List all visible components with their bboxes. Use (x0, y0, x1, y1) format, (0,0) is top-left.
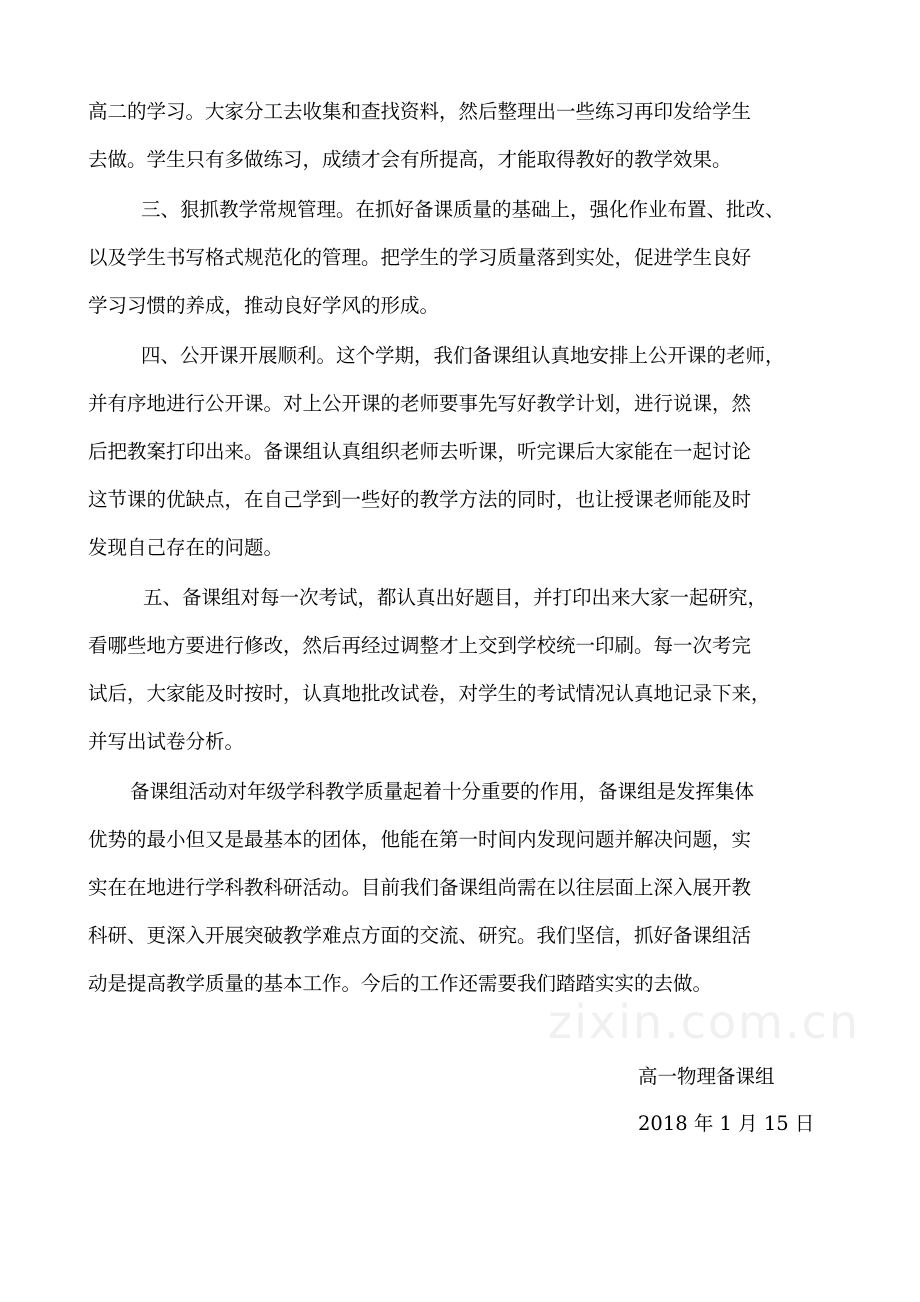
watermark-text: zixin.com.cn (548, 995, 861, 1049)
paragraph-line: 并写出试卷分析。 (88, 730, 245, 753)
signature-group: 高一物理备课组 (638, 1065, 775, 1088)
paragraph-line: 去做。学生只有多做练习，成绩才会有所提高，才能取得教好的教学效果。 (88, 148, 732, 171)
paragraph-line: 四、公开课开展顺利。这个学期，我们备课组认真地安排上公开课的老师， (141, 344, 785, 367)
paragraph-line: 实在在地进行学科教科研活动。目前我们备课组尚需在以往层面上深入展开教 (88, 876, 752, 899)
paragraph-line: 试后，大家能及时按时，认真地批改试卷，对学生的考试情况认真地记录下来， (88, 682, 771, 705)
paragraph-line: 并有序地进行公开课。对上公开课的老师要事先写好教学计划，进行说课，然 (88, 392, 752, 415)
paragraph-line: 科研、更深入开展突破教学难点方面的交流、研究。我们坚信，抓好备课组活 (88, 924, 752, 947)
signature-date: 2018 年 1 月 15 日 (638, 1112, 815, 1135)
paragraph-line: 动是提高教学质量的基本工作。今后的工作还需要我们踏踏实实的去做。 (88, 972, 713, 995)
paragraph-line: 发现自己存在的问题。 (88, 536, 284, 559)
paragraph-line: 优势的最小但又是最基本的团体，他能在第一时间内发现问题并解决问题，实 (88, 828, 752, 851)
paragraph-line: 备课组活动对年级学科教学质量起着十分重要的作用，备课组是发挥集体 (130, 780, 755, 803)
paragraph-line: 看哪些地方要进行修改，然后再经过调整才上交到学校统一印刷。每一次考完 (88, 634, 752, 657)
paragraph-line: 这节课的优缺点，在自己学到一些好的教学方法的同时，也让授课老师能及时 (88, 488, 752, 511)
paragraph-line: 高二的学习。大家分工去收集和查找资料，然后整理出一些练习再印发给学生 (88, 100, 752, 123)
paragraph-line: 后把教案打印出来。备课组认真组织老师去听课，听完课后大家能在一起讨论 (88, 440, 752, 463)
paragraph-line: 三、狠抓教学常规管理。在抓好备课质量的基础上，强化作业布置、批改、 (141, 198, 785, 221)
paragraph-line: 学习习惯的养成，推动良好学风的形成。 (88, 294, 440, 317)
paragraph-line: 以及学生书写格式规范化的管理。把学生的学习质量落到实处，促进学生良好 (88, 246, 752, 269)
paragraph-line: 五、备课组对每一次考试，都认真出好题目，并打印出来大家一起研究， (143, 586, 768, 609)
